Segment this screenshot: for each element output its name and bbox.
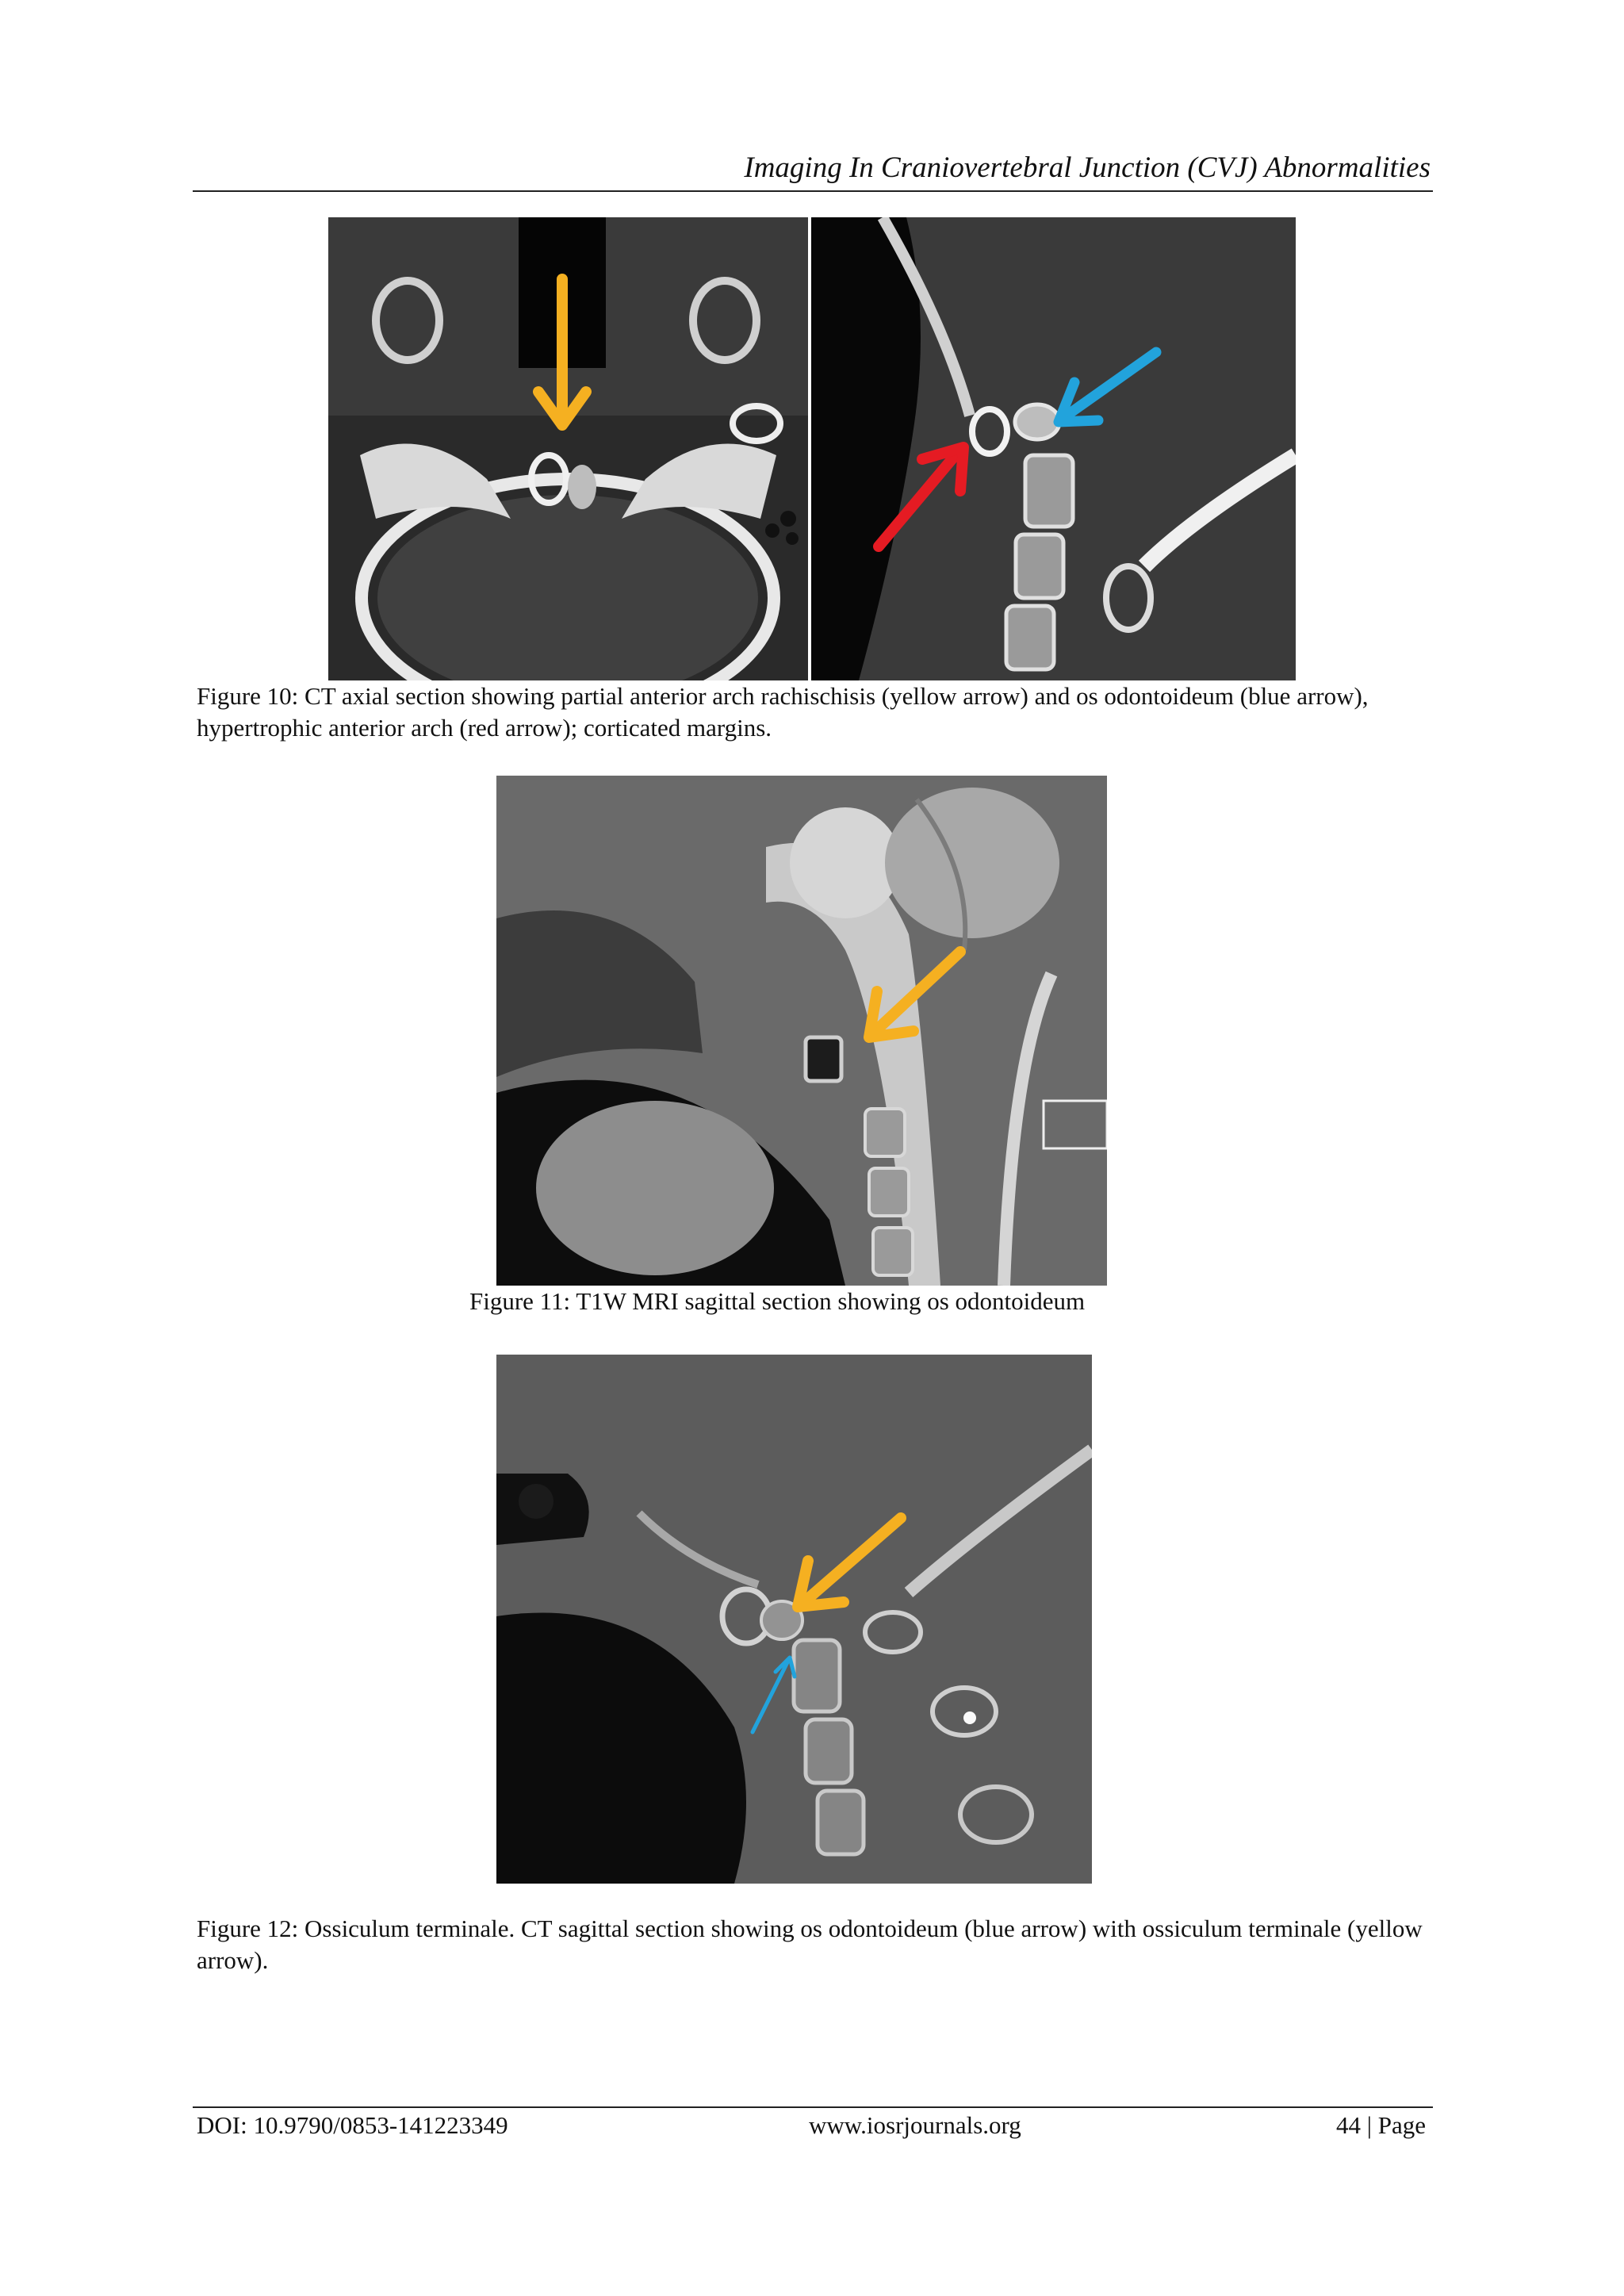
footer-page-number: 44 | Page [1336, 2111, 1426, 2139]
figure-11-mri-sagittal-image [496, 776, 1107, 1286]
figure-10-ct-sagittal-image [811, 217, 1296, 680]
running-header: Imaging In Craniovertebral Junction (CVJ) Abnormalities [744, 151, 1431, 184]
figure-10-ct-axial-image [328, 217, 808, 680]
footer-doi: DOI: 10.9790/0853-141223349 [197, 2111, 508, 2139]
header-rule [193, 190, 1433, 192]
figure-11-caption: Figure 11: T1W MRI sagittal section showing os odontoideum [469, 1287, 1086, 1315]
figure-12-ct-sagittal-image [496, 1355, 1092, 1884]
footer-website: www.iosrjournals.org [809, 2111, 1021, 2139]
figure-12-caption: Figure 12: Ossiculum terminale. CT sagittal section showing os odontoideum (blue arrow) with ossiculum terminale (yellow arrow). [197, 1915, 1423, 1974]
figure-10-caption: Figure 10: CT axial section showing partial anterior arch rachischisis (yellow arrow) and os odontoideum (blue arrow), hypertrophic anterior arch (red arrow); corticated margins. [197, 682, 1369, 742]
footer-rule [193, 2106, 1433, 2108]
